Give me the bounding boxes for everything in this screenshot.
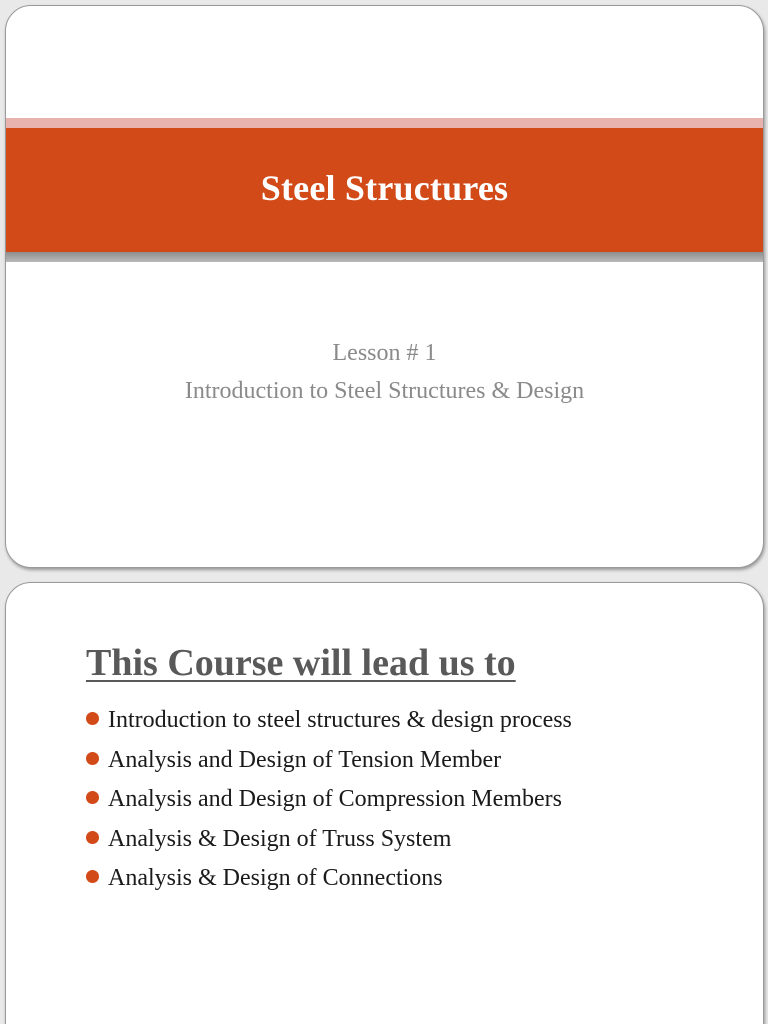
list-item-text: Analysis and Design of Compression Members bbox=[108, 786, 562, 813]
course-topics-list bbox=[86, 701, 572, 899]
list-item-text: Analysis & Design of Connections bbox=[108, 865, 443, 892]
lesson-title: Introduction to Steel Structures & Design bbox=[184, 378, 585, 404]
course-heading: This Course will lead us to bbox=[86, 642, 516, 684]
list-item-text: Analysis and Design of Tension Member bbox=[108, 746, 502, 773]
list-item bbox=[86, 820, 572, 860]
slide-subtitle bbox=[6, 334, 763, 410]
slide-1 bbox=[5, 5, 764, 568]
lesson-number: Lesson # 1 bbox=[332, 340, 437, 366]
title-band-top-stripe bbox=[6, 118, 763, 128]
list-item bbox=[86, 859, 572, 899]
title-band-shadow bbox=[6, 252, 763, 262]
list-item-text: Analysis & Design of Truss System bbox=[108, 825, 452, 852]
title-band bbox=[6, 128, 763, 252]
bullet-dot-icon bbox=[86, 791, 99, 804]
slide-2 bbox=[5, 582, 764, 1024]
list-item-text: Introduction to steel structures & design process bbox=[108, 707, 572, 734]
bullet-dot-icon bbox=[86, 870, 99, 883]
list-item bbox=[86, 780, 572, 820]
bullet-dot-icon bbox=[86, 712, 99, 725]
list-item bbox=[86, 701, 572, 741]
bullet-dot-icon bbox=[86, 831, 99, 844]
list-item bbox=[86, 741, 572, 781]
bullet-dot-icon bbox=[86, 752, 99, 765]
slide-title: Steel Structures bbox=[260, 168, 509, 208]
